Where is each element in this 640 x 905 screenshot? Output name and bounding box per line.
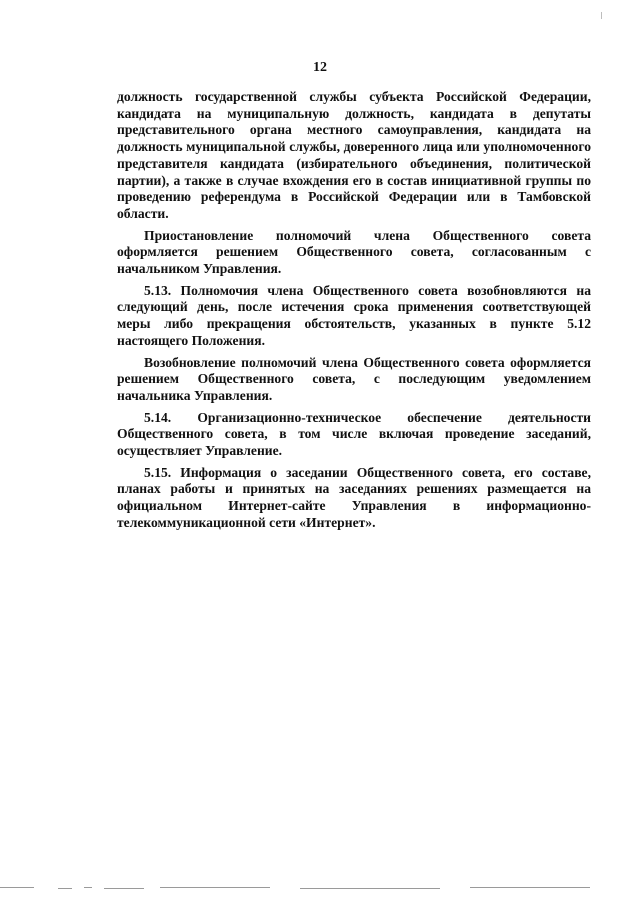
scan-artifact xyxy=(300,888,440,889)
paragraph-5-13: 5.13. Полномочия члена Общественного совета возобновляются на следующий день, после истечения срока применения соответствующей меры либо прекращения обстоятельств, указанных в пункте 5.12 настоящего Положения. xyxy=(117,282,591,348)
scan-artifact xyxy=(160,887,270,888)
paragraph-5-14: 5.14. Организационно-техническое обеспечение деятельности Общественного совета, в том числе включая проведение заседаний, осуществляет Управление. xyxy=(117,409,591,459)
scan-artifact xyxy=(601,12,602,19)
paragraph-suspension: Приостановление полномочий члена Общественного совета оформляется решением Общественного совета, согласованным с начальником Управления. xyxy=(117,227,591,277)
scan-artifact xyxy=(0,887,34,888)
paragraph-resumption: Возобновление полномочий члена Общественного совета оформляется решением Общественного совета, с последующим уведомлением начальника Управления. xyxy=(117,354,591,403)
scan-artifact xyxy=(84,887,92,888)
document-body xyxy=(117,89,591,532)
scan-artifact xyxy=(470,887,590,888)
paragraph-5-15: 5.15. Информация о заседании Общественного совета, его составе, планах работы и принятых на заседаниях решениях размещается на официальном Интернет-сайте Управления в информационно-телекоммуникационной сети «Интернет». xyxy=(117,464,591,530)
scan-artifact xyxy=(104,888,144,889)
page-number: 12 xyxy=(313,60,327,75)
scan-artifact xyxy=(58,888,72,889)
paragraph-continuation: должность государственной службы субъекта Российской Федерации, кандидата на муниципальную должность, кандидата в депутаты представительного органа местного самоуправления, кандидата на должность муниципальной службы, доверенного лица или уполномоченного представителя кандидата (избирательного объединения, политической партии), а также в случае вхождения его в состав инициативной группы по проведению референдума в Российской Федерации или в Тамбовской области. xyxy=(117,89,591,221)
